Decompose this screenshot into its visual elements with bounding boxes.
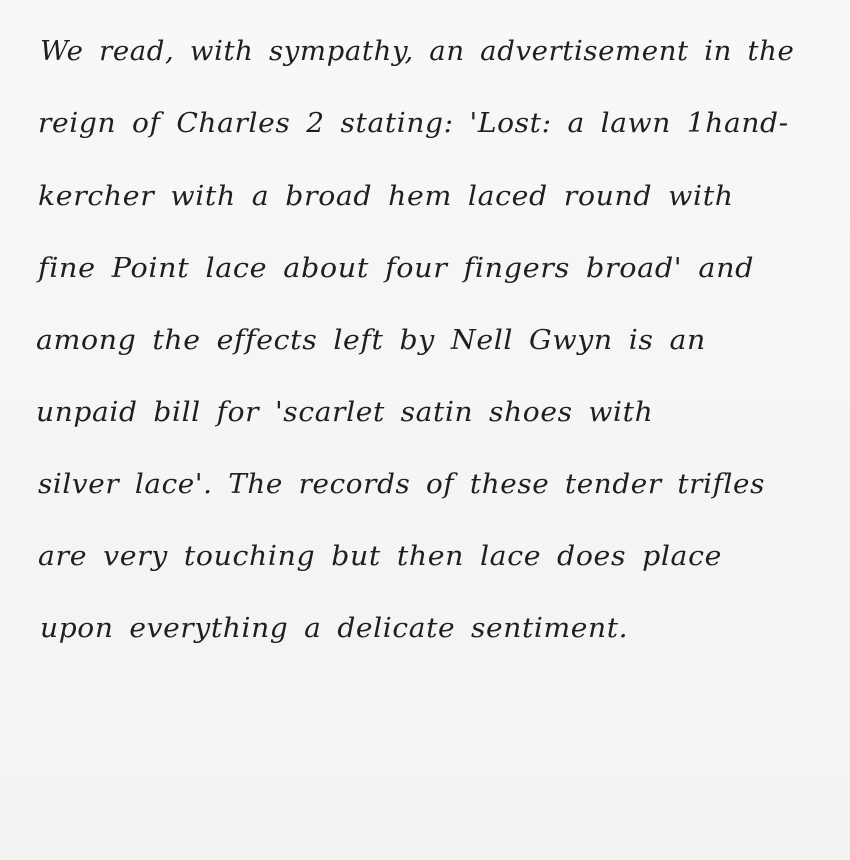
handwritten-line-8: are very touching but then lace does place xyxy=(38,541,722,572)
handwritten-line-2: reign of Charles 2 stating: 'Lost: a lawn 1hand- xyxy=(38,108,789,139)
handwritten-line-9: upon everything a delicate sentiment. xyxy=(40,613,629,644)
handwritten-line-6: unpaid bill for 'scarlet satin shoes with xyxy=(36,397,654,428)
handwritten-line-5: among the effects left by Nell Gwyn is an xyxy=(36,325,706,356)
handwritten-line-4: fine Point lace about four fingers broad' and xyxy=(38,253,755,284)
handwritten-line-7: silver lace'. The records of these tender trifles xyxy=(38,469,765,500)
handwritten-line-3: kercher with a broad hem laced round with xyxy=(38,181,734,212)
handwritten-line-1: We read, with sympathy, an advertisement in the xyxy=(40,36,795,67)
